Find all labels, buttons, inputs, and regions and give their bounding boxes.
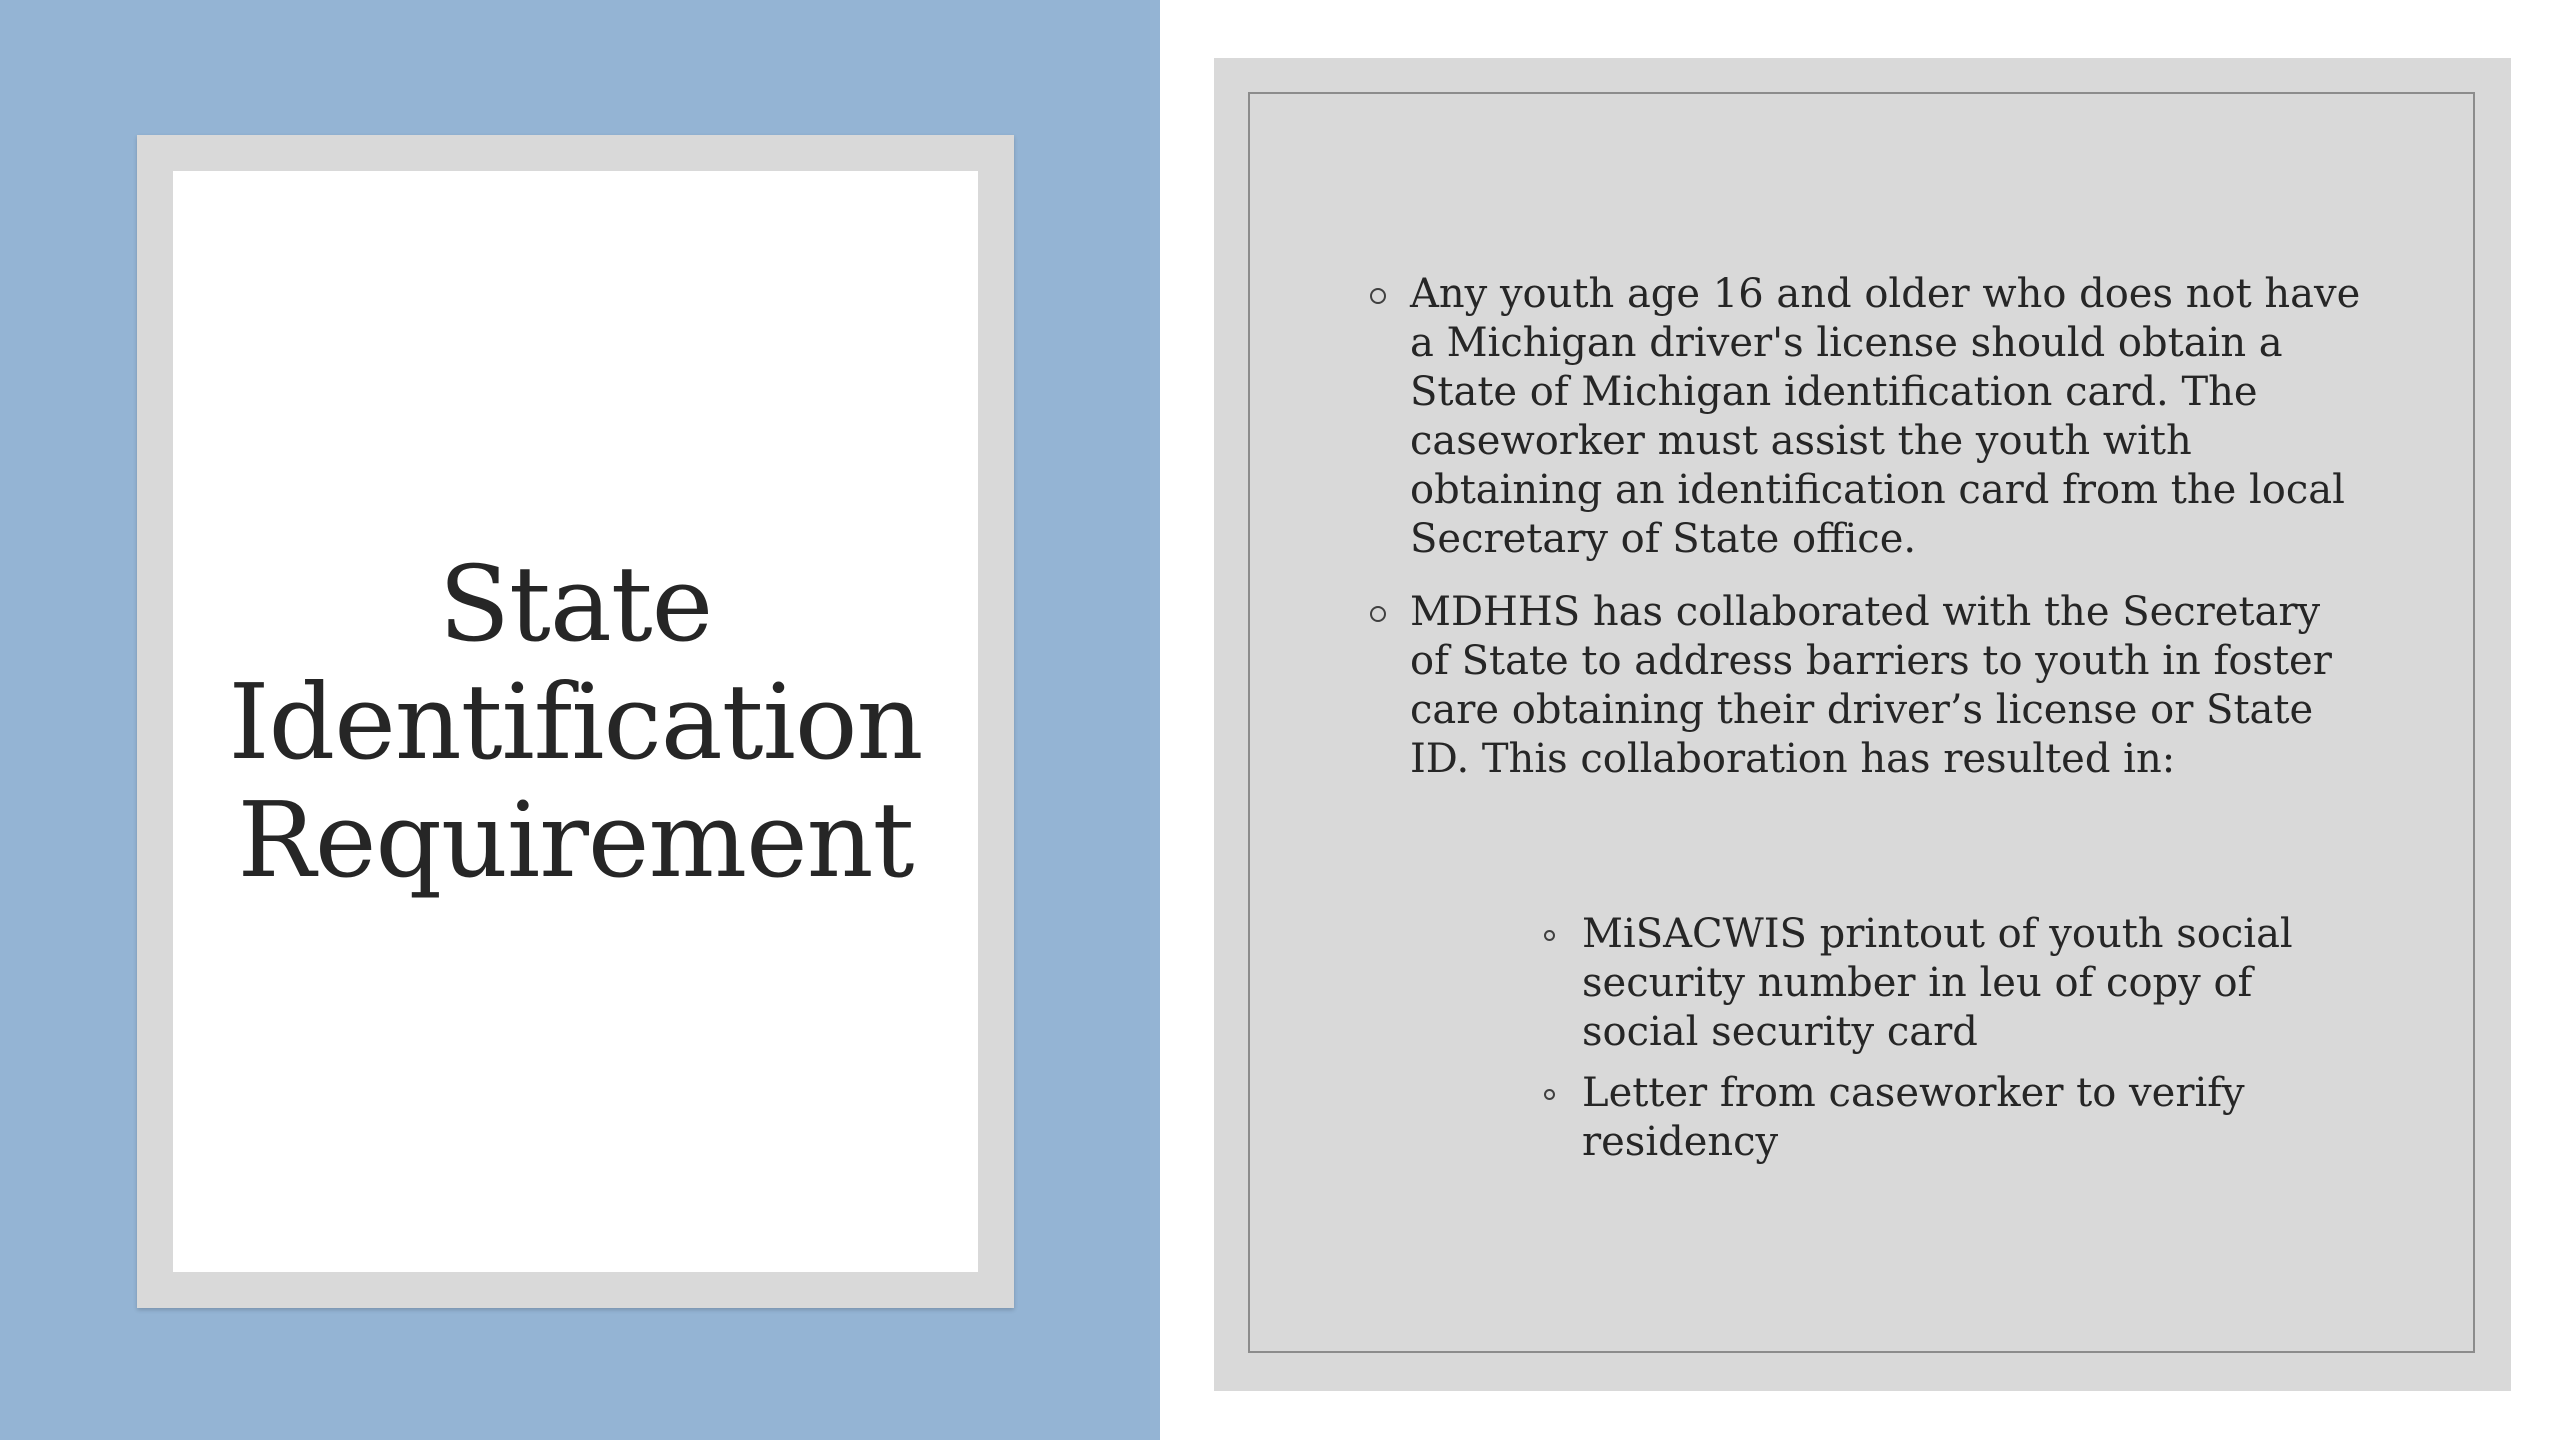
small-circle-bullet-icon	[1544, 1089, 1555, 1100]
bullet-text: Any youth age 16 and older who does not have a Michigan driver's license should obtain a State of Michigan identification card. The caseworker must assist the youth with obtaining an identification card from the local Secretary of State office.	[1410, 271, 2361, 562]
bullet-text: MDHHS has collaborated with the Secretary of State to address barriers to youth in foster care obtaining their driver’s license or State ID. This collaboration has resulted in:	[1410, 589, 2332, 782]
title-card-frame	[137, 135, 1014, 1308]
hollow-circle-bullet-icon	[1370, 288, 1386, 304]
title-card	[173, 171, 978, 1272]
sub-bullet-item	[1540, 910, 2370, 1057]
sub-bullet-text: MiSACWIS printout of youth social security number in leu of copy of social security card	[1582, 911, 2293, 1055]
sub-bullet-text: Letter from caseworker to verify residency	[1582, 1070, 2245, 1165]
sub-bullet-item	[1540, 1069, 2370, 1167]
title-line-1: State	[438, 542, 713, 665]
sub-bullet-list	[1540, 910, 2370, 1179]
left-panel-background	[0, 0, 1160, 1440]
bullet-item	[1368, 270, 2368, 564]
small-circle-bullet-icon	[1544, 930, 1555, 941]
bullet-list	[1368, 270, 2368, 808]
bullet-item	[1368, 588, 2368, 784]
title-line-3: Requirement	[237, 778, 914, 901]
slide-title	[228, 542, 923, 901]
title-line-2: Identification	[228, 660, 923, 783]
hollow-circle-bullet-icon	[1370, 606, 1386, 622]
